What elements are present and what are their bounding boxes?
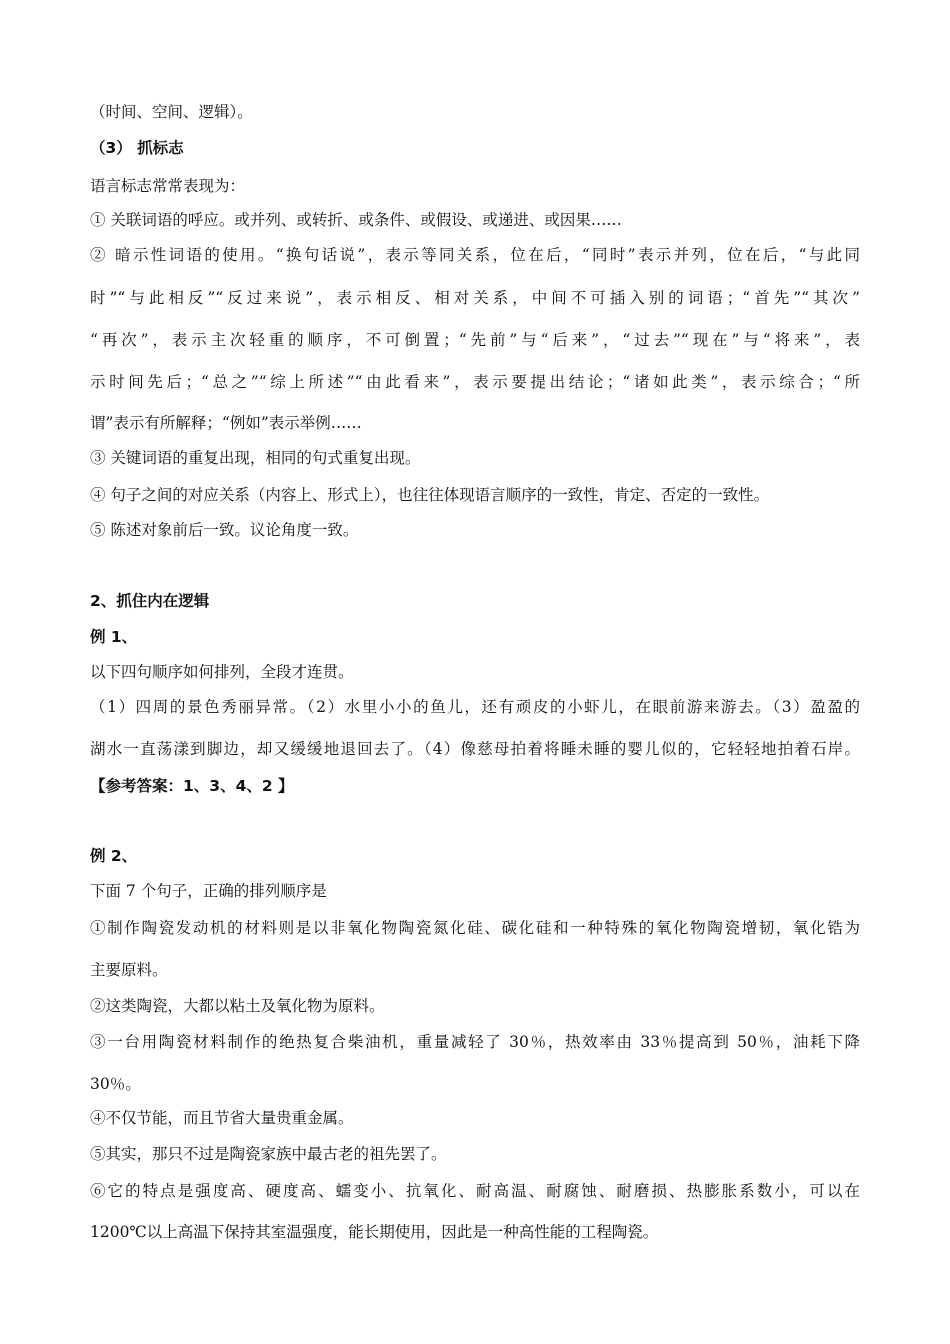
marker-item-2-line-1: ② 暗示性词语的使用。“换句话说”，表示等同关系，位在后，“同时”表示并列，位在后，“与此同 xyxy=(90,246,860,264)
heading-inner-logic: 2、抓住内在逻辑 xyxy=(90,592,210,610)
example-2-sentence-2: ②这类陶瓷，大都以粘土及氧化物为原料。 xyxy=(90,997,385,1015)
example-2-sentence-6-line-1: ⑥它的特点是强度高、硬度高、蠕变小、抗氧化、耐高温、耐腐蚀、耐磨损、热膨胀系数小，可以在 xyxy=(90,1182,860,1200)
example-1-text-line-1: （1）四周的景色秀丽异常。（2）水里小小的鱼儿，还有顽皮的小虾儿，在眼前游来游去。（3）盈盈的 xyxy=(90,698,860,716)
example-2-question: 下面 7 个句子，正确的排列顺序是 xyxy=(90,882,327,900)
heading-grab-markers: （3） 抓标志 xyxy=(90,139,184,157)
example-1-question: 以下四句顺序如何排列，全段才连贯。 xyxy=(90,663,354,681)
example-2-label: 例 2、 xyxy=(90,847,138,865)
example-1-answer: 【参考答案：1、3、4、2 】 xyxy=(90,777,294,795)
example-2-sentence-1-line-1: ①制作陶瓷发动机的材料则是以非氧化物陶瓷氮化硅、碳化硅和一种特殊的氧化物陶瓷增韧，氧化锆为 xyxy=(90,919,860,937)
marker-item-2-line-5: 谓”表示有所解释；“例如”表示举例…… xyxy=(90,414,362,432)
example-2-sentence-3-line-1: ③一台用陶瓷材料制作的绝热复合柴油机，重量减轻了 30％，热效率由 33％提高到 50％，油耗下降 xyxy=(90,1033,860,1051)
example-1-label: 例 1、 xyxy=(90,628,138,646)
example-1-text-line-2: 湖水一直荡漾到脚边，却又缓缓地退回去了。（4）像慈母拍着将睡未睡的婴儿似的，它轻轻地拍着石岸。 xyxy=(90,740,860,758)
marker-item-5: ⑤ 陈述对象前后一致。议论角度一致。 xyxy=(90,521,359,539)
markers-lead: 语言标志常常表现为： xyxy=(90,177,246,195)
marker-item-2-line-3: “再次”，表示主次轻重的顺序，不可倒置；“先前”与“后来”，“过去”“现在”与“将来”，表 xyxy=(90,331,860,349)
example-2-sentence-5: ⑤其实，那只不过是陶瓷家族中最古老的祖先罢了。 xyxy=(90,1145,447,1163)
example-2-sentence-1-line-2: 主要原料。 xyxy=(90,961,168,979)
marker-item-4: ④ 句子之间的对应关系（内容上、形式上），也往往体现语言顺序的一致性，肯定、否定的一致性。 xyxy=(90,486,770,504)
marker-item-1: ① 关联词语的呼应。或并列、或转折、或条件、或假设、或递进、或因果…… xyxy=(90,211,622,229)
marker-item-3: ③ 关键词语的重复出现，相同的句式重复出现。 xyxy=(90,449,421,467)
example-2-sentence-3-line-2: 30％。 xyxy=(90,1075,141,1093)
example-2-sentence-6-line-2: 1200℃以上高温下保持其室温强度，能长期使用，因此是一种高性能的工程陶瓷。 xyxy=(90,1223,659,1241)
marker-item-2-line-2: 时”“与此相反”“反过来说”，表示相反、相对关系，中间不可插入别的词语；“首先”“其次” xyxy=(90,289,860,307)
marker-item-2-line-4: 示时间先后；“总之”“综上所述”“由此看来”，表示要提出结论；“诸如此类”，表示综合；“所 xyxy=(90,373,860,391)
example-2-sentence-4: ④不仅节能，而且节省大量贵重金属。 xyxy=(90,1109,354,1127)
continuation-line: （时间、空间、逻辑）。 xyxy=(90,103,253,121)
